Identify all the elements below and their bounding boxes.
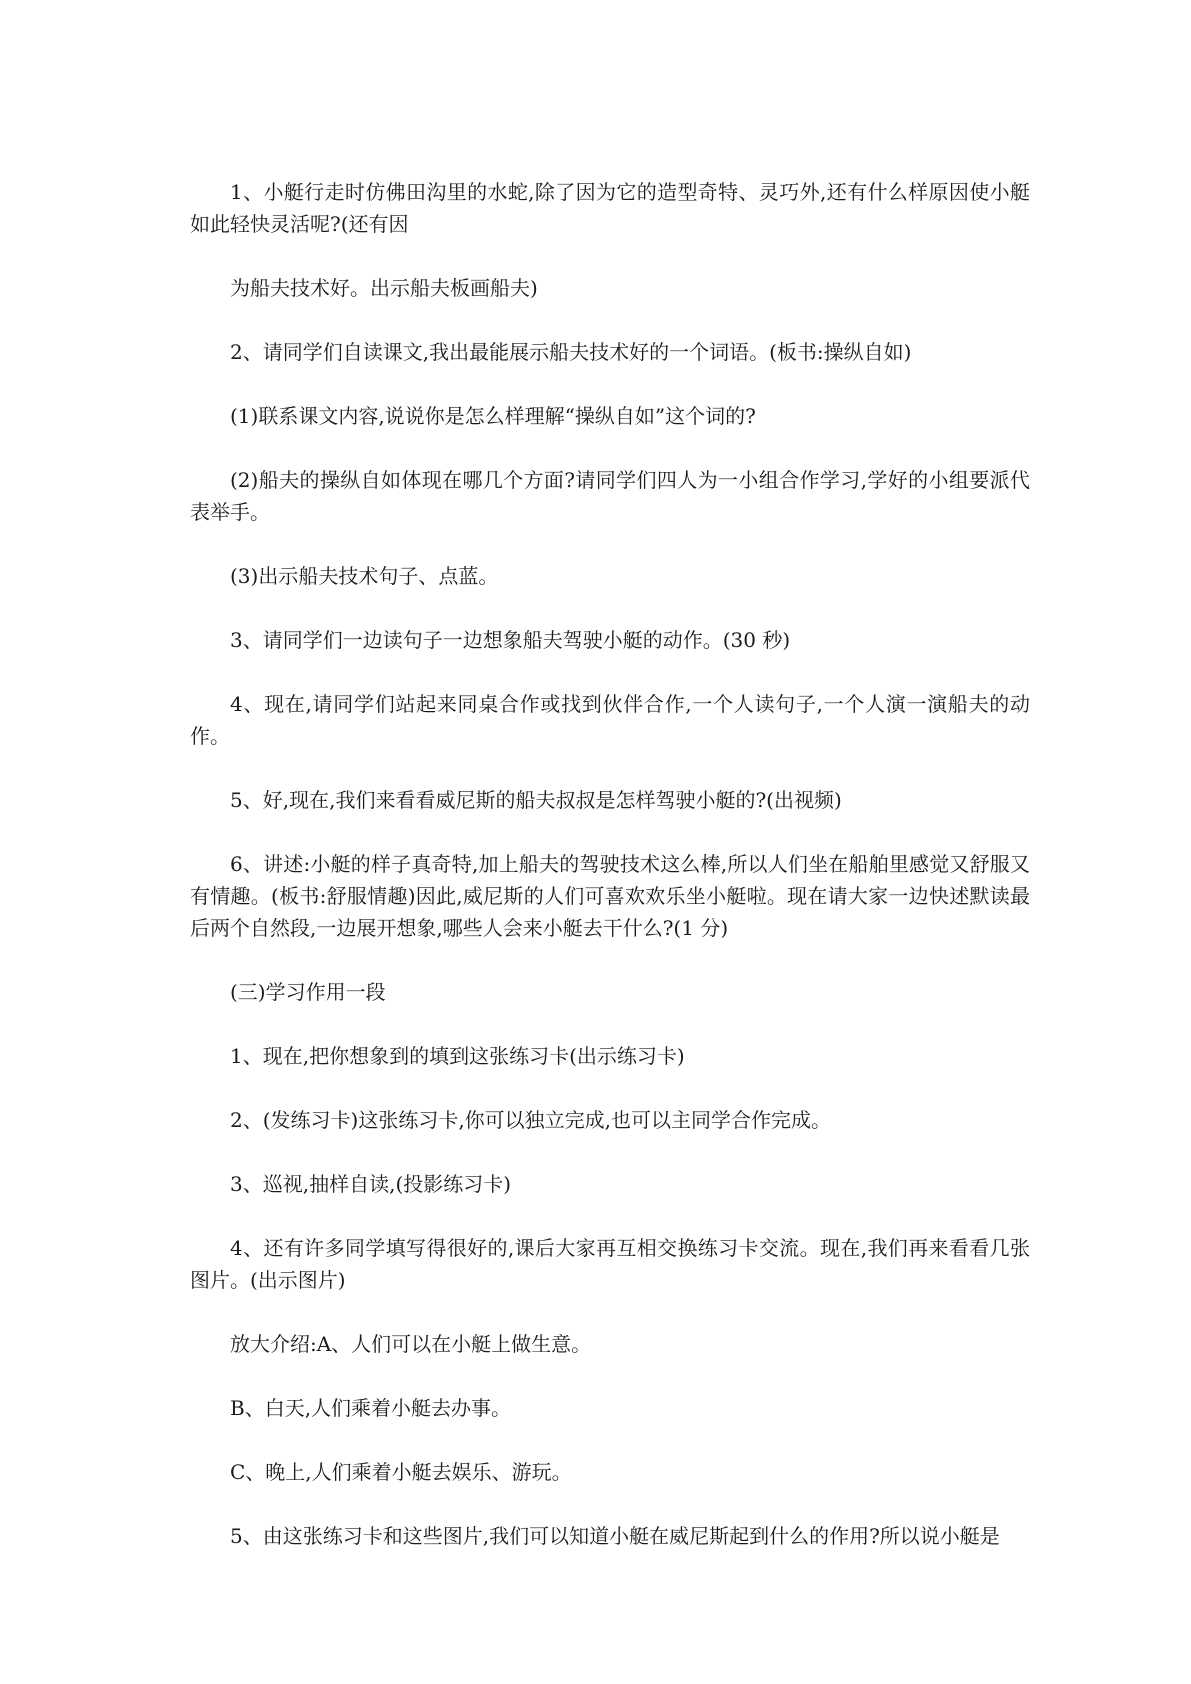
paragraph-13: 2、(发练习卡)这张练习卡,你可以独立完成,也可以主同学合作完成。 <box>230 1108 832 1132</box>
paragraph-1: 1、小艇行走时仿佛田沟里的水蛇,除了因为它的造型奇特、灵巧外,还有什么样原因使小艇如此轻快灵活呢?(还有因 <box>190 180 1030 236</box>
paragraph-10: 6、讲述:小艇的样子真奇特,加上船夫的驾驶技术这么棒,所以人们坐在船舶里感觉又舒服又有情趣。(板书:舒服情趣)因此,威尼斯的人们可喜欢欢乐坐小艇啦。现在请大家一边快述默读最后两个自然段,一边展开想象,哪些人会来小艇去干什么?(1 分) <box>190 852 1030 940</box>
paragraph-17: B、白天,人们乘着小艇去办事。 <box>230 1396 512 1420</box>
paragraph-3: 2、请同学们自读课文,我出最能展示船夫技术好的一个词语。(板书:操纵自如) <box>230 340 912 364</box>
paragraph-12: 1、现在,把你想象到的填到这张练习卡(出示练习卡) <box>230 1044 685 1068</box>
paragraph-18: C、晚上,人们乘着小艇去娱乐、游玩。 <box>230 1460 572 1484</box>
paragraph-19: 5、由这张练习卡和这些图片,我们可以知道小艇在威尼斯起到什么的作用?所以说小艇是 <box>230 1524 1000 1548</box>
paragraph-15: 4、还有许多同学填写得很好的,课后大家再互相交换练习卡交流。现在,我们再来看看几张图片。(出示图片) <box>190 1236 1030 1292</box>
paragraph-5: (2)船夫的操纵自如体现在哪几个方面?请同学们四人为一小组合作学习,学好的小组要派代表举手。 <box>190 468 1030 524</box>
paragraph-6: (3)出示船夫技术句子、点蓝。 <box>230 564 499 588</box>
paragraph-16: 放大介绍:A、人们可以在小艇上做生意。 <box>230 1332 592 1356</box>
section-heading: (三)学习作用一段 <box>230 980 386 1004</box>
paragraph-4: (1)联系课文内容,说说你是怎么样理解“操纵自如”这个词的? <box>230 404 756 428</box>
paragraph-14: 3、巡视,抽样自读,(投影练习卡) <box>230 1172 512 1196</box>
document-body <box>190 176 1030 1584</box>
paragraph-8: 4、现在,请同学们站起来同桌合作或找到伙伴合作,一个人读句子,一个人演一演船夫的动作。 <box>190 692 1030 748</box>
paragraph-7: 3、请同学们一边读句子一边想象船夫驾驶小艇的动作。(30 秒) <box>230 628 791 652</box>
paragraph-9: 5、好,现在,我们来看看威尼斯的船夫叔叔是怎样驾驶小艇的?(出视频) <box>230 788 842 812</box>
paragraph-2: 为船夫技术好。出示船夫板画船夫) <box>230 276 538 300</box>
